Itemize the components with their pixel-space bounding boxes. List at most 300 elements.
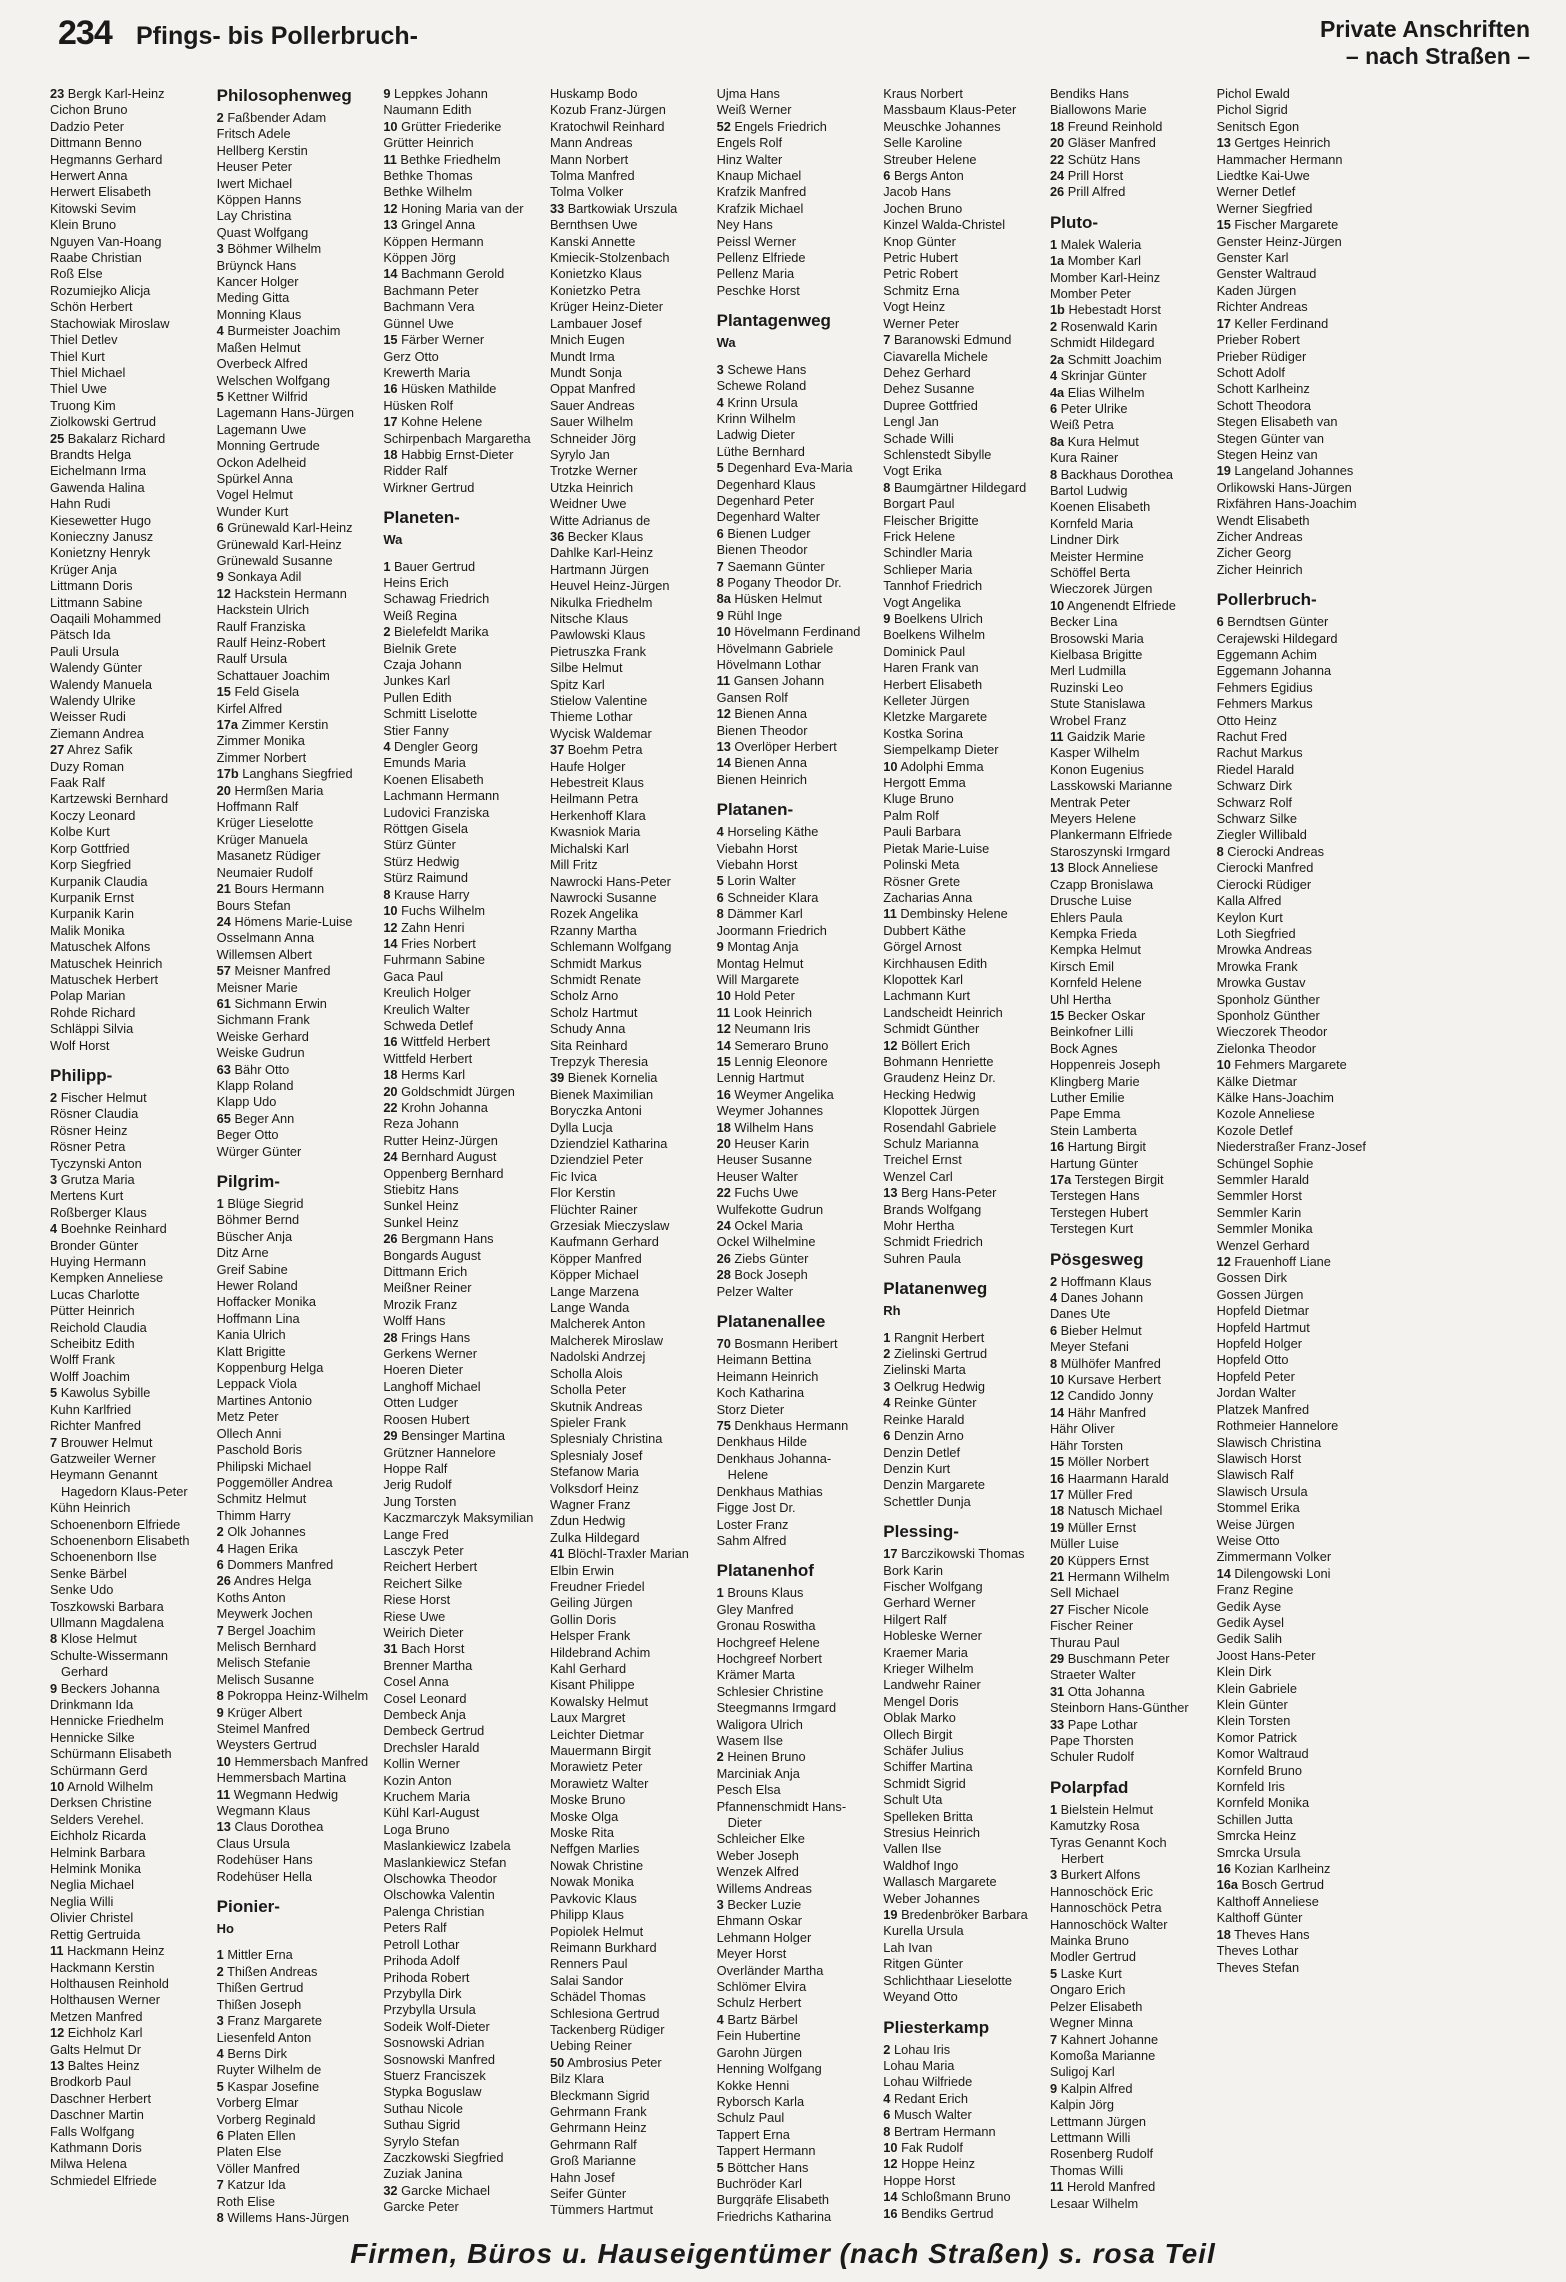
resident-entry (717, 378, 870, 394)
resident-name: Brouwer Helmut (60, 1434, 153, 1450)
resident-entry (1217, 1599, 1370, 1615)
resident-entry (717, 608, 870, 624)
resident-entry (883, 644, 1036, 660)
resident-name: Poggemöller Andrea (216, 1474, 333, 1490)
resident-name: Pauli Barbara (883, 824, 961, 840)
house-number: 4 (216, 1540, 224, 1556)
resident-entry (717, 841, 870, 857)
house-number: 9 (50, 1680, 58, 1696)
resident-entry (1050, 581, 1203, 597)
resident-entry (1050, 1339, 1203, 1355)
resident-name: Hemmersbach Martina (216, 1770, 347, 1786)
resident-name: Schattauer Joachim (216, 667, 330, 683)
resident-name: Thiel Michael (50, 364, 126, 380)
resident-entry (383, 381, 536, 397)
house-number: 12 (383, 919, 398, 935)
resident-name: Overbeck Alfred (216, 356, 308, 372)
resident-name: Weirich Dieter (383, 1624, 464, 1640)
resident-entry (550, 152, 703, 168)
resident-name: Hagen Erika (227, 1540, 298, 1556)
resident-name: Loth Siegfried (1216, 925, 1296, 941)
resident-entry (217, 1836, 370, 1852)
resident-entry (883, 316, 1036, 332)
resident-entry (1050, 532, 1203, 548)
resident-name: Lehmann Holger (716, 1929, 812, 1945)
resident-name: Trotzke Werner (549, 463, 638, 479)
resident-name: Stegen Elisabeth van (1216, 414, 1338, 430)
resident-entry (717, 444, 870, 460)
resident-name: Schmitz Helmut (216, 1491, 307, 1507)
resident-name: Momber Peter (1049, 286, 1132, 302)
resident-entry (1050, 86, 1203, 102)
resident-name: Mainka Bruno (1049, 1933, 1129, 1949)
resident-name: Waligora Ulrich (716, 1716, 803, 1732)
resident-name: Peters Ralf (383, 1920, 447, 1936)
resident-name: Petroll Lothar (383, 1936, 460, 1952)
resident-name: Wenzel Gerhard (1216, 1237, 1310, 1253)
resident-name: Gehrmann Frank (549, 2103, 647, 2119)
resident-entry (717, 2209, 870, 2225)
resident-name: Freund Reinhold (1067, 118, 1163, 134)
resident-entry (217, 1524, 370, 1540)
resident-entry (1050, 1733, 1203, 1749)
resident-entry (550, 2088, 703, 2104)
resident-name: Kraus Norbert (883, 86, 963, 101)
resident-name: Frings Hans (401, 1329, 471, 1345)
house-number: 9 (883, 611, 891, 626)
resident-entry (1050, 2196, 1203, 2212)
resident-name: Selders Verehel. (50, 1811, 144, 1827)
resident-name: Weise Jürgen (1216, 1516, 1295, 1532)
resident-name: Wunder Kurt (216, 503, 289, 519)
resident-entry (717, 1766, 870, 1782)
resident-name: Greif Sabine (216, 1261, 288, 1277)
resident-name: Tappert Erna (716, 2126, 790, 2142)
resident-entry (383, 250, 536, 266)
resident-entry (1050, 168, 1203, 184)
resident-name: Bakalarz Richard (67, 430, 166, 446)
resident-name: Syrylo Jan (549, 446, 610, 462)
resident-entry (383, 1789, 536, 1805)
resident-entry (1050, 549, 1203, 565)
resident-name: Kelleter Jürgen (883, 693, 970, 709)
resident-name: Honing Maria van der (401, 200, 524, 216)
resident-entry (717, 1136, 870, 1152)
resident-name: Figge Jost Dr. (716, 1500, 796, 1516)
resident-name: Kozole Detlef (1216, 1122, 1293, 1138)
resident-entry (383, 1625, 536, 1641)
resident-name: Mundt Sonja (549, 364, 622, 380)
resident-entry (383, 1871, 536, 1887)
resident-name: Vogt Erika (883, 463, 942, 479)
house-number: 5 (216, 2078, 224, 2094)
resident-entry (50, 1451, 203, 1467)
resident-entry (217, 2095, 370, 2111)
house-number: 21 (1049, 1568, 1065, 1584)
resident-entry (383, 1067, 536, 1083)
resident-name: Slawisch Ralf (1216, 1467, 1294, 1483)
resident-entry (1050, 1503, 1203, 1519)
house-number: 20 (1049, 135, 1065, 151)
resident-name: Wittfeld Herbert (401, 1034, 491, 1050)
resident-name: Bethke Friedhelm (400, 151, 501, 167)
house-number: 22 (383, 1099, 398, 1115)
resident-name: Bienen Anna (734, 755, 808, 771)
resident-entry (883, 939, 1036, 955)
resident-entry (217, 176, 370, 192)
resident-entry (550, 1185, 703, 1201)
resident-name: Dommers Manfred (227, 1556, 334, 1572)
resident-name: Meyers Helene (1049, 811, 1136, 827)
resident-entry (217, 126, 370, 142)
house-number: 9 (1049, 2080, 1058, 2096)
resident-name: Junkes Karl (383, 673, 451, 689)
resident-entry (883, 726, 1036, 742)
house-number: 18 (1049, 118, 1065, 134)
resident-entry (717, 824, 870, 840)
house-number: 6 (1049, 1322, 1058, 1338)
resident-name: Schloßmann Bruno (901, 2189, 1011, 2205)
resident-name: Klein Dirk (1216, 1664, 1272, 1680)
resident-name: Klapp Roland (216, 1077, 294, 1093)
house-number: 14 (716, 1037, 731, 1053)
resident-entry (717, 1667, 870, 1683)
resident-entry (50, 316, 203, 332)
resident-entry (717, 427, 870, 443)
resident-entry (383, 2052, 536, 2068)
resident-name: Hackmann Kerstin (50, 1959, 155, 1975)
house-number: 75 (716, 1418, 731, 1434)
resident-name: Mrowka Frank (1216, 958, 1298, 974)
resident-name: Hackmann Heinz (67, 1943, 165, 1959)
resident-name: Suhren Paula (883, 1250, 961, 1266)
house-number: 4 (716, 394, 724, 410)
resident-name: Knaup Michael (716, 168, 802, 184)
resident-entry (217, 2161, 370, 2177)
resident-entry (1050, 565, 1203, 581)
resident-name: Kalthoff Günter (1216, 1910, 1303, 1926)
resident-name: Klein Günter (1216, 1697, 1288, 1712)
resident-entry (883, 168, 1036, 184)
resident-name: Hartung Birgit (1067, 1139, 1146, 1155)
house-number: 10 (1216, 1057, 1231, 1073)
house-number: 20 (216, 782, 231, 798)
resident-entry (217, 1639, 370, 1655)
resident-name: Kälke Hans-Joachim (1216, 1089, 1334, 1105)
resident-entry (217, 1672, 370, 1688)
resident-name: Huying Hermann (50, 1254, 147, 1270)
resident-entry (1217, 1024, 1370, 1040)
house-number: 6 (1216, 614, 1224, 630)
resident-entry (883, 1054, 1036, 1070)
resident-name: Senke Udo (50, 1582, 114, 1598)
resident-entry (50, 923, 203, 939)
resident-entry (383, 821, 536, 837)
resident-entry (717, 2176, 870, 2192)
resident-entry (550, 2202, 703, 2218)
resident-name: Pichol Sigrid (1216, 102, 1288, 118)
resident-entry (50, 1156, 203, 1172)
resident-name: Blöchl-Traxler Marian (567, 1546, 689, 1562)
house-number: 11 (1049, 2179, 1064, 2195)
resident-entry (383, 332, 536, 348)
resident-entry (1050, 1717, 1203, 1733)
resident-name: Maslankiewicz Izabela (383, 1838, 511, 1854)
house-number: 8 (716, 574, 724, 590)
resident-name: Marciniak Anja (716, 1765, 800, 1781)
house-number: 5 (716, 2159, 724, 2175)
resident-entry (1217, 795, 1370, 811)
resident-name: Hochgreef Helene (716, 1634, 820, 1650)
resident-entry (1217, 762, 1370, 778)
house-number: 8 (716, 906, 724, 922)
resident-entry (550, 890, 703, 906)
house-number: 21 (216, 881, 231, 897)
resident-name: Falls Wolfgang (50, 2123, 135, 2139)
resident-entry (883, 119, 1036, 135)
resident-name: Koenen Elisabeth (383, 771, 484, 787)
resident-entry (1050, 135, 1203, 151)
resident-name: Viebahn Horst (716, 840, 798, 856)
resident-entry (883, 299, 1036, 315)
section-title (1320, 16, 1530, 70)
resident-entry (550, 1891, 703, 1907)
resident-name: Boryczka Antoni (549, 1103, 642, 1119)
resident-entry (217, 1491, 370, 1507)
resident-entry (1217, 545, 1370, 561)
resident-name: Natusch Michael (1067, 1503, 1163, 1519)
resident-entry (1217, 250, 1370, 266)
resident-name: Klein Bruno (50, 217, 117, 233)
resident-name: Denkhaus Mathias (716, 1483, 823, 1499)
resident-entry (1217, 1533, 1370, 1549)
resident-entry (1050, 2114, 1203, 2130)
resident-entry (1217, 1894, 1370, 1910)
resident-entry (50, 1730, 203, 1746)
street-heading: Platanenhof (716, 1561, 814, 1581)
resident-entry (550, 1661, 703, 1677)
resident-entry (50, 2107, 203, 2123)
resident-name: Kinzel Walda-Christel (883, 217, 1006, 233)
resident-name: Bernthsen Uwe (549, 217, 638, 233)
resident-entry (50, 956, 203, 972)
resident-entry (550, 463, 703, 479)
resident-name: Hewer Roland (216, 1278, 298, 1294)
resident-entry (550, 1743, 703, 1759)
resident-entry (1050, 368, 1203, 384)
house-number: 10 (383, 903, 398, 919)
resident-entry (550, 1267, 703, 1283)
resident-entry (50, 1500, 203, 1516)
resident-name: Momber Karl (1067, 253, 1141, 269)
resident-entry (717, 673, 870, 689)
resident-name: Schott Karlheinz (1216, 381, 1310, 397)
resident-name: Koenen Elisabeth (1049, 499, 1151, 515)
resident-entry (550, 1136, 703, 1152)
resident-name: Gläser Manfred (1067, 135, 1156, 151)
resident-name: Korp Gottfried (50, 840, 130, 856)
resident-name: Ziemann Andrea (50, 725, 144, 741)
resident-entry (717, 1418, 870, 1434)
resident-name: Hold Peter (734, 988, 795, 1004)
resident-name: Boelkens Ulrich (893, 611, 983, 626)
resident-entry (1217, 1303, 1370, 1319)
resident-name: Bethke Thomas (383, 168, 473, 184)
resident-entry (383, 1346, 536, 1362)
resident-entry (217, 1819, 370, 1835)
resident-name: Zdun Hedwig (549, 1513, 626, 1529)
resident-name: Jacob Hans (883, 184, 951, 200)
resident-entry (50, 2025, 203, 2041)
resident-entry (50, 693, 203, 709)
resident-name: Weber Johannes (883, 1890, 980, 1906)
resident-entry (1050, 516, 1203, 532)
resident-name: Kawolus Sybille (60, 1385, 151, 1401)
resident-name: Silbe Helmut (549, 660, 623, 676)
resident-name: Skrinjar Günter (1060, 368, 1147, 384)
resident-name: Habbig Ernst-Dieter (401, 446, 514, 462)
resident-name: Krohn Johanna (401, 1099, 488, 1115)
resident-entry (217, 947, 370, 963)
resident-entry (1217, 447, 1370, 463)
resident-entry (1217, 1205, 1370, 1221)
resident-name: Sodeik Wolf-Dieter (383, 2018, 490, 2034)
resident-name: Schult Uta (883, 1792, 943, 1808)
resident-entry (50, 1467, 203, 1500)
resident-entry (717, 772, 870, 788)
resident-entry (717, 2143, 870, 2159)
resident-name: Lambauer Josef (549, 315, 642, 331)
resident-name: Ciavarella Michele (883, 348, 988, 364)
resident-entry (383, 1822, 536, 1838)
resident-entry (717, 283, 870, 299)
resident-name: Gehrmann Ralf (549, 2136, 637, 2152)
resident-name: Cerajewski Hildegard (1216, 630, 1338, 646)
resident-entry (383, 1182, 536, 1198)
house-number: 15 (1216, 217, 1231, 233)
house-number: 9 (216, 1704, 224, 1720)
resident-entry (383, 608, 536, 624)
house-number: 1 (216, 1196, 224, 1211)
house-number: 12 (883, 2156, 898, 2172)
resident-name: Sichmann Erwin (234, 995, 327, 1011)
resident-entry (883, 1428, 1036, 1444)
resident-entry (50, 1779, 203, 1795)
house-number: 10 (716, 624, 731, 640)
resident-entry (383, 1707, 536, 1723)
resident-name: Konietzny Henryk (50, 545, 151, 561)
resident-entry (383, 1297, 536, 1313)
house-number: 17a (1049, 1172, 1072, 1187)
resident-entry (883, 513, 1036, 529)
house-number: 9 (716, 607, 724, 623)
house-number: 3 (716, 361, 724, 377)
resident-name: Daschner Herbert (50, 2090, 151, 2106)
resident-name: Heuser Walter (716, 1168, 798, 1184)
resident-entry (717, 1635, 870, 1651)
resident-entry (50, 726, 203, 742)
resident-entry (1050, 483, 1203, 499)
resident-name: Biallowons Marie (1049, 102, 1147, 118)
resident-name: Schettler Dunja (883, 1493, 971, 1509)
resident-entry (1050, 2064, 1203, 2080)
resident-name: Weymer Johannes (716, 1103, 824, 1119)
resident-entry (50, 1992, 203, 2008)
resident-name: Geiling Jürgen (549, 1595, 633, 1611)
resident-name: Goldschmidt Jürgen (401, 1083, 515, 1099)
resident-entry (383, 1838, 536, 1854)
resident-name: Zimmermann Volker (1216, 1549, 1332, 1565)
resident-entry (717, 1385, 870, 1401)
resident-entry (1217, 1746, 1370, 1762)
resident-name: Kuhn Karlfried (50, 1401, 132, 1417)
resident-entry (383, 1756, 536, 1772)
resident-entry (217, 1229, 370, 1245)
resident-entry (50, 1090, 203, 1106)
resident-name: Berndtsen Günter (1227, 614, 1329, 630)
house-number: 23 (50, 86, 65, 101)
resident-entry (1050, 1106, 1203, 1122)
house-number: 13 (50, 2057, 65, 2073)
resident-name: Denzin Kurt (883, 1460, 951, 1476)
resident-name: Arnold Wilhelm (67, 1779, 154, 1795)
resident-entry (1217, 1352, 1370, 1368)
resident-name: Koczy Leonard (50, 807, 136, 823)
resident-entry (883, 1956, 1036, 1972)
resident-name: Ockel Wilhelmine (716, 1234, 816, 1250)
resident-name: Olschowka Theodor (383, 1871, 497, 1887)
resident-entry (50, 791, 203, 807)
resident-entry (383, 2166, 536, 2182)
resident-name: Skutnik Andreas (549, 1398, 643, 1414)
resident-name: Sosnowski Adrian (383, 2035, 485, 2051)
resident-name: Rachut Markus (1216, 745, 1303, 761)
resident-entry (1050, 680, 1203, 696)
resident-entry (1050, 102, 1203, 118)
resident-name: Völler Manfred (216, 2160, 300, 2176)
house-number: 4 (383, 739, 391, 755)
resident-name: Reichert Silke (383, 1575, 463, 1591)
resident-name: Bergk Karl-Heinz (67, 86, 165, 101)
resident-entry (883, 1579, 1036, 1595)
resident-entry (383, 723, 536, 739)
house-number: 13 (216, 1819, 231, 1835)
resident-entry (1217, 844, 1370, 860)
resident-entry (50, 431, 203, 447)
resident-name: Bienen Ludger (727, 525, 811, 541)
house-number: 8 (1049, 1355, 1058, 1371)
resident-entry (550, 1169, 703, 1185)
resident-name: Frauenhoff Liane (1234, 1254, 1331, 1270)
resident-name: Klein Torsten (1216, 1713, 1291, 1729)
resident-name: Andres Helga (233, 1573, 312, 1589)
resident-entry (717, 1500, 870, 1516)
resident-name: Terstegen Kurt (1049, 1221, 1134, 1237)
resident-entry (883, 2156, 1036, 2172)
resident-entry (1050, 1290, 1203, 1306)
resident-name: Ludovici Franziska (383, 804, 490, 820)
resident-entry (50, 1697, 203, 1713)
resident-name: Schädel Thomas (549, 1989, 646, 2005)
resident-name: Heuser Peter (216, 159, 293, 175)
resident-name: Beckers Johanna (60, 1680, 160, 1696)
resident-entry (1050, 1487, 1203, 1503)
resident-name: Meyer Horst (716, 1946, 787, 1962)
resident-entry (1217, 1779, 1370, 1795)
resident-entry (1217, 1763, 1370, 1779)
resident-entry (217, 1442, 370, 1458)
resident-entry (883, 349, 1036, 365)
